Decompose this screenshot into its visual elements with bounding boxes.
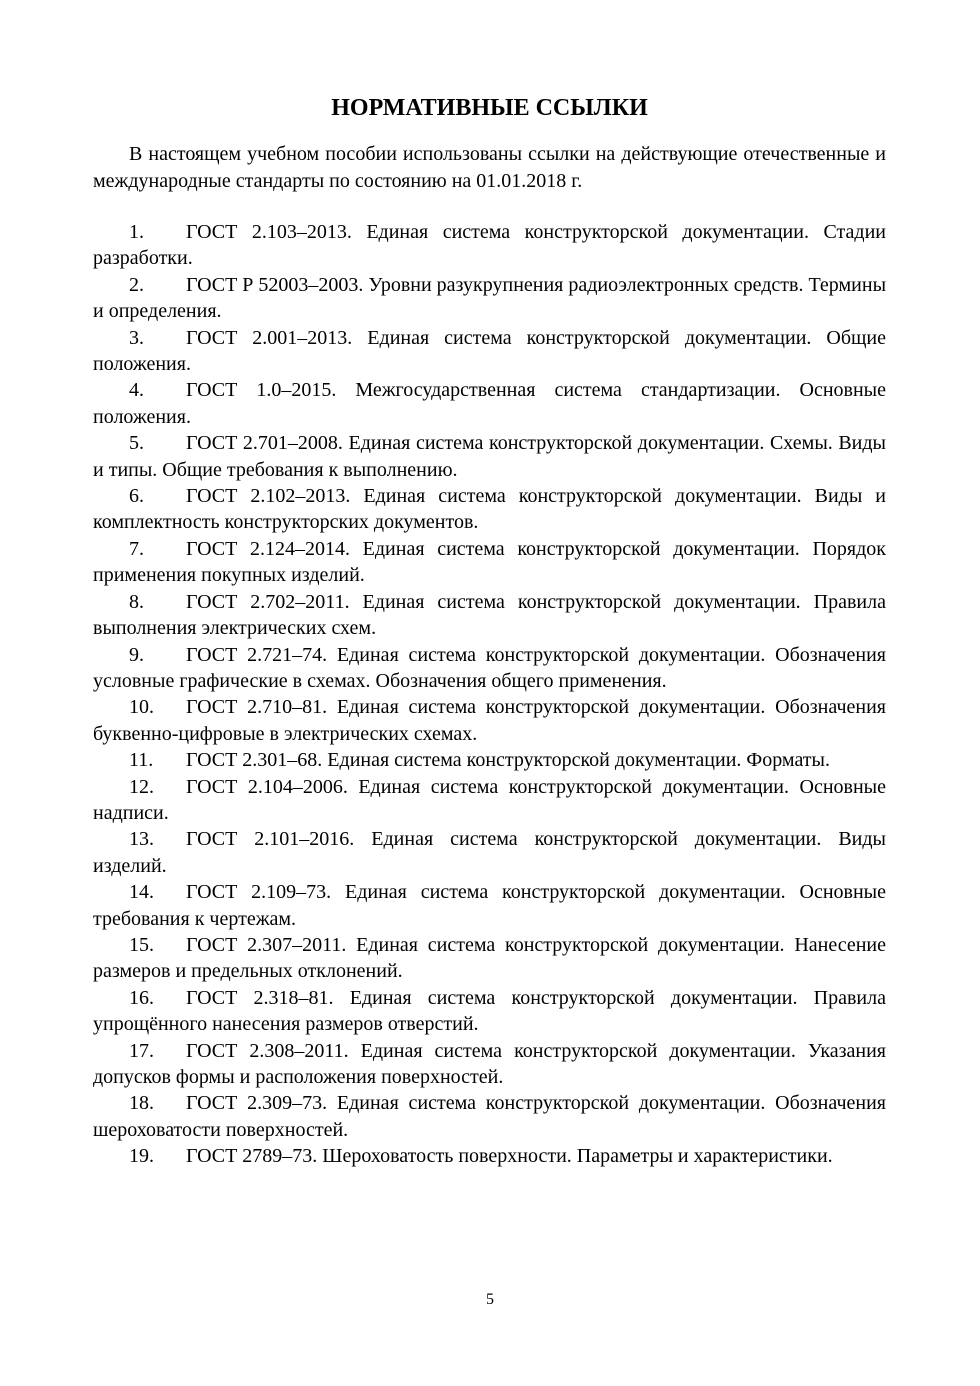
reference-number: 12.: [129, 775, 154, 798]
reference-number: 11.: [129, 749, 154, 772]
reference-text: ГОСТ 2.124–2014. Единая система конструкторской документации. Порядок применения покупных изделий.: [93, 537, 886, 587]
reference-text: ГОСТ 2.301–68. Единая система конструкторской документации. Форматы.: [186, 749, 830, 772]
reference-text: ГОСТ 2.308–2011. Единая система конструкторской документации. Указания допусков формы и расположения поверхностей.: [93, 1039, 886, 1088]
reference-item: [93, 694, 886, 747]
page-number: 5: [486, 1291, 494, 1308]
reference-item: [93, 642, 886, 695]
reference-text: ГОСТ 2.001–2013. Единая система конструкторской документации. Общие положения.: [93, 326, 886, 376]
reference-number: 3.: [129, 326, 144, 349]
reference-text: ГОСТ 2.701–2008. Единая система конструкторской документации. Схемы. Виды и типы. Общие требования к выполнению.: [93, 432, 886, 481]
reference-text: ГОСТ 2.109–73. Единая система конструкторской документации. Основные требования к чертежам.: [93, 881, 886, 930]
reference-item: [93, 1038, 886, 1091]
reference-item: [93, 985, 886, 1038]
reference-text: ГОСТ 2.103–2013. Единая система конструкторской документации. Стадии разработки.: [93, 221, 886, 270]
reference-number: 7.: [129, 537, 144, 560]
reference-item: [93, 932, 886, 985]
page-title: НОРМАТИВНЫЕ ССЫЛКИ: [331, 95, 648, 121]
reference-item: [93, 589, 886, 642]
reference-number: 5.: [129, 432, 144, 455]
reference-number: 13.: [129, 828, 154, 851]
reference-item: [93, 272, 886, 325]
reference-item: [93, 826, 886, 879]
reference-number: 17.: [129, 1039, 154, 1062]
reference-number: 9.: [129, 643, 144, 666]
reference-item: [93, 219, 886, 272]
reference-number: 6.: [129, 485, 144, 508]
reference-item: [93, 377, 886, 430]
reference-number: 1.: [129, 221, 144, 243]
reference-item: [93, 747, 886, 773]
reference-text: ГОСТ 2.702–2011. Единая система конструкторской документации. Правила выполнения электрических схем.: [93, 590, 886, 640]
reference-item: [93, 774, 886, 827]
reference-text: ГОСТ 2.721–74. Единая система конструкторской документации. Обозначения условные графические в схемах. Обозначения общего применения.: [93, 643, 886, 692]
reference-number: 10.: [129, 696, 154, 719]
reference-text: ГОСТ 1.0–2015. Межгосударственная система стандартизации. Основные положения.: [93, 379, 886, 428]
reference-text: ГОСТ 2.101–2016. Единая система конструкторской документации. Виды изделий.: [93, 828, 886, 877]
document-page: [93, 0, 886, 1170]
reference-number: 19.: [129, 1145, 154, 1168]
reference-number: 4.: [129, 379, 144, 402]
reference-number: 18.: [129, 1092, 154, 1115]
reference-number: 15.: [129, 933, 154, 956]
reference-item: [93, 879, 886, 932]
reference-item: [93, 1090, 886, 1143]
reference-text: ГОСТ 2789–73. Шероховатость поверхности. Параметры и характеристики.: [186, 1145, 833, 1168]
reference-item: [93, 1143, 886, 1169]
reference-item: [93, 430, 886, 483]
reference-item: [93, 536, 886, 589]
reference-number: 16.: [129, 986, 154, 1009]
reference-text: ГОСТ 2.104–2006. Единая система конструкторской документации. Основные надписи.: [93, 775, 886, 824]
reference-number: 14.: [129, 881, 154, 904]
reference-text: ГОСТ Р 52003–2003. Уровни разукрупнения радиоэлектронных средств. Термины и определения.: [93, 273, 886, 323]
reference-text: ГОСТ 2.307–2011. Единая система конструкторской документации. Нанесение размеров и предельных отклонений.: [93, 933, 886, 983]
reference-text: ГОСТ 2.318–81. Единая система конструкторской документации. Правила упрощённого нанесения размеров отверстий.: [93, 986, 886, 1036]
reference-text: ГОСТ 2.102–2013. Единая система конструкторской документации. Виды и комплектность конструкторских документов.: [93, 485, 886, 534]
reference-item: [93, 325, 886, 378]
reference-text: ГОСТ 2.710–81. Единая система конструкторской документации. Обозначения буквенно-цифровые в электрических схемах.: [93, 696, 886, 745]
reference-list: [93, 219, 886, 1170]
intro-paragraph: В настоящем учебном пособии использованы ссылки на действующие отечественные и международные стандарты по состоянию на 01.01.2018 г.: [93, 143, 886, 192]
reference-number: 8.: [129, 590, 144, 613]
reference-number: 2.: [129, 273, 144, 296]
reference-text: ГОСТ 2.309–73. Единая система конструкторской документации. Обозначения шероховатости поверхностей.: [93, 1092, 886, 1141]
reference-item: [93, 483, 886, 536]
